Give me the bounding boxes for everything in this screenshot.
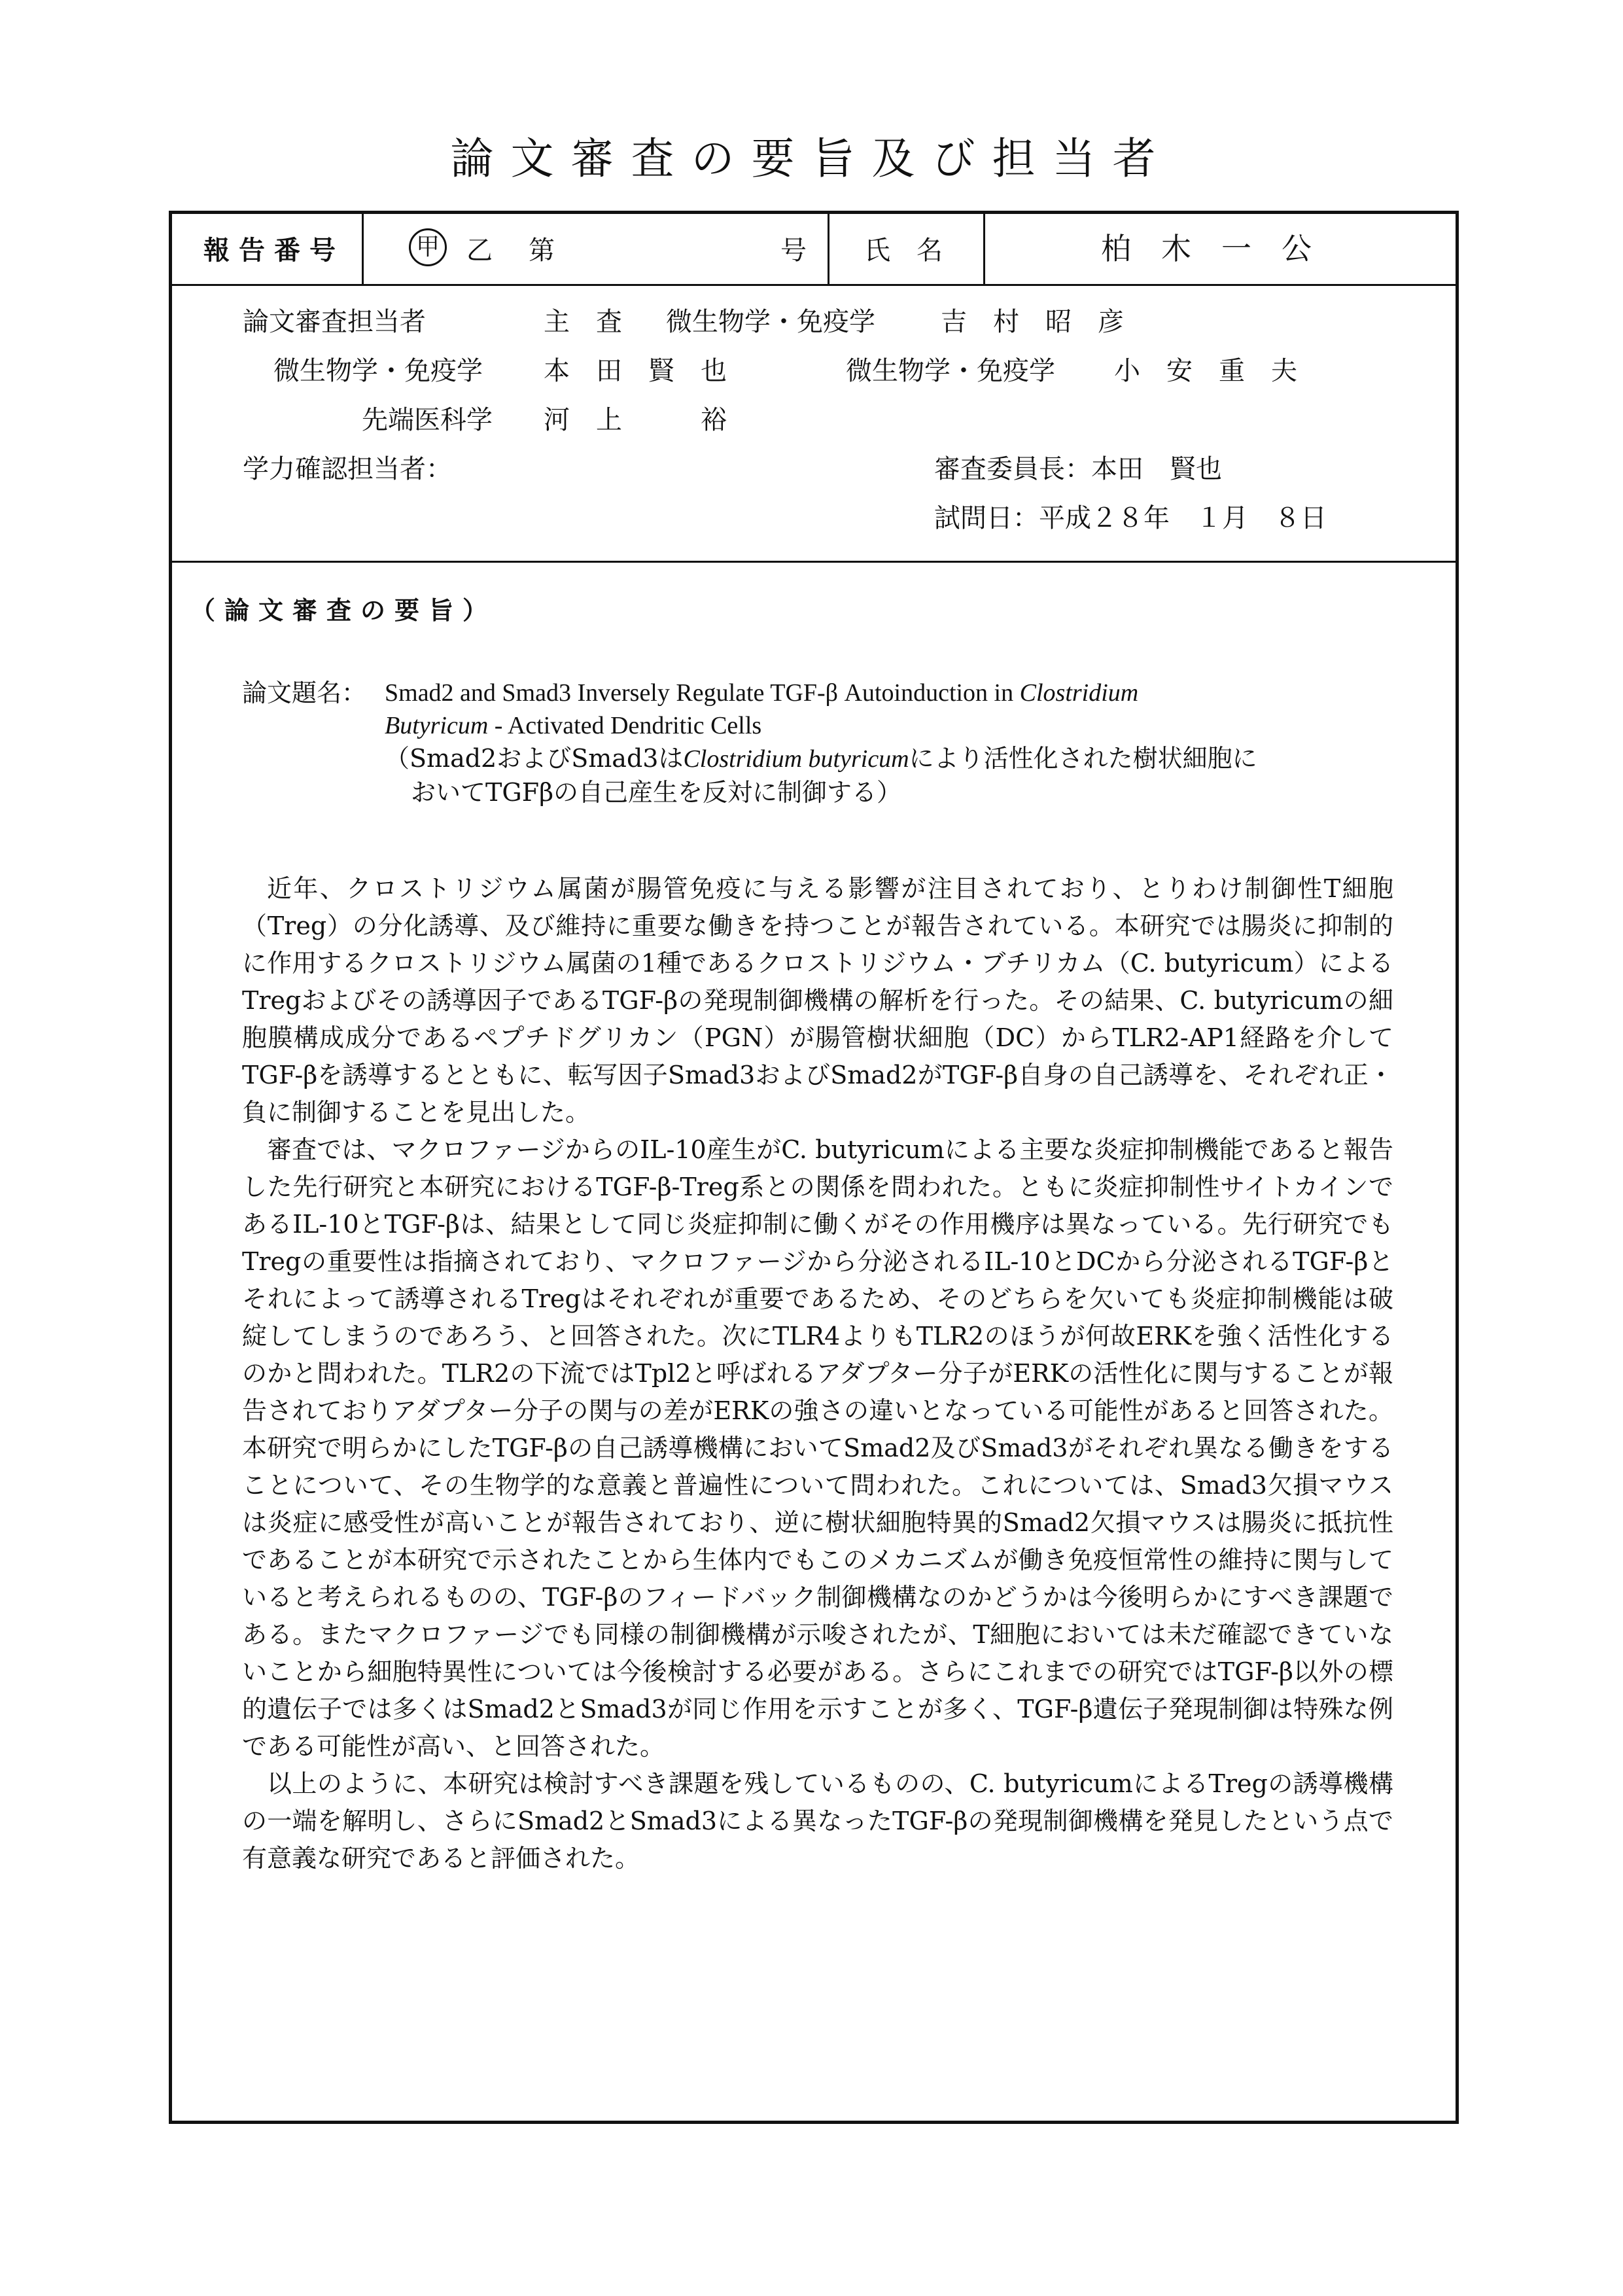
thesis-title-en-1-italic: Clostridium bbox=[1019, 679, 1139, 707]
thesis-title-jp-line1 bbox=[385, 746, 1257, 771]
col-divider bbox=[983, 214, 985, 286]
thesis-title-label: 論文題名： bbox=[242, 679, 367, 707]
dai-label: 第 bbox=[529, 236, 555, 266]
summary-heading: （論文審査の要旨） bbox=[190, 595, 497, 625]
thesis-title-en-line1 bbox=[385, 680, 1138, 705]
exam-date: 試問日：平成２８年 １月 ８日 bbox=[934, 503, 1327, 533]
gou-label: 号 bbox=[780, 236, 807, 266]
summary-body bbox=[242, 870, 1393, 1877]
member3-name: 河 上 裕 bbox=[544, 405, 727, 435]
thesis-title-en-2-italic: Butyricum bbox=[385, 712, 489, 739]
col-divider bbox=[362, 214, 364, 286]
thesis-title-en-line2 bbox=[385, 713, 761, 738]
col-divider bbox=[828, 214, 829, 286]
thesis-title-en-1: Smad2 and Smad3 Inversely Regulate TGF-β Autoinduction in bbox=[385, 679, 1020, 707]
summary-paragraph-3: 以上のように、本研究は検討すべき課題を残しているものの、C. butyricumによるTregの誘導機構の一端を解明し、さらにSmad2とSmad3による異なったTGF-βの発現制御機構を発見したという点で有意義な研究であると評価された。 bbox=[242, 1769, 1393, 1873]
thesis-title-jp-1b: により活性化された樹状細胞に bbox=[909, 744, 1257, 773]
member3-dept: 先端医科学 bbox=[362, 405, 493, 435]
candidate-name: 柏 木 一 公 bbox=[1101, 231, 1312, 266]
chief-name: 吉 村 昭 彦 bbox=[941, 307, 1124, 337]
summary-paragraph-2: 審査では、マクロファージからのIL-10産生がC. butyricumによる主要な炎症抑制機能であると報告した先行研究と本研究におけるTGF-β-Treg系との関係を問われた。ともに炎症抑制性サイトカインであるIL-10とTGF-βは、結果として同じ炎症抑制に働くがその作用機序は異なっている。先行研究でもTregの重要性は指摘されており、マクロファージから分泌されるIL-10とDCから分泌されるTGF-βとそれによって誘導されるTregはそれぞれが重要であるため、そのどちらを欠いても炎症抑制機能は破綻してしまうのであろう、と回答された。次にTLR4よりもTLR2のほうが何故ERKを強く活性化するのかと問われた。TLR2の下流ではTpl2と呼ばれるアダプター分子がERKの活性化に関与することが報告されておりアダプター分子の関与の差がERKの強さの違いとなっている可能性があると回答された。本研究で明らかにしたTGF-βの自己誘導機構においてSmad2及びSmad3がそれぞれ異なる働きをすることについて、その生物学的な意義と普遍性について問われた。これについては、Smad3欠損マウスは炎症に感受性が高いことが報告されており、逆に樹状細胞特異的Smad2欠損マウスは腸炎に抵抗性であることが本研究で示されたことから生体内でもこのメカニズムが働き免疫恒常性の維持に関与していると考えられるものの、TGF-βのフィードバック制御機構なのかどうかは今後明らかにすべき課題である。またマクロファージでも同様の制御機構が示唆されたが、T細胞においては未だ確認できていないことから細胞特異性については今後検討する必要がある。さらにこれまでの研究ではTGF-β以外の標的遺伝子では多くはSmad2とSmad3が同じ作用を示すことが多く、TGF-β遺伝子発現制御は特殊な例である可能性が高い、と回答された。 bbox=[242, 1135, 1393, 1761]
examiners-label: 論文審査担当者 bbox=[243, 307, 426, 337]
kou-circle-mark: 甲 bbox=[409, 228, 447, 266]
thesis-title-en-2: - Activated Dendritic Cells bbox=[488, 712, 762, 739]
member2-name: 小 安 重 夫 bbox=[1114, 356, 1297, 386]
header-divider bbox=[172, 284, 1456, 286]
thesis-title-jp-line2: おいてTGFβの自己産生を反対に制御する） bbox=[411, 778, 902, 807]
kou-circled bbox=[409, 228, 447, 266]
otsu-label: 乙 bbox=[466, 236, 493, 266]
section-divider bbox=[172, 561, 1456, 563]
member2-dept: 微生物学・免疫学 bbox=[846, 356, 1055, 386]
thesis-title-jp-1a: （Smad2およびSmad3は bbox=[385, 744, 684, 773]
committee-chair: 審査委員長：本田 賢也 bbox=[934, 454, 1222, 484]
member1-dept: 微生物学・免疫学 bbox=[273, 356, 483, 386]
chief-role: 主 査 bbox=[544, 307, 622, 337]
report-number-label: 報告番号 bbox=[203, 235, 345, 266]
summary-paragraph-1: 近年、クロストリジウム属菌が腸管免疫に与える影響が注目されており、とりわけ制御性T細胞（Treg）の分化誘導、及び維持に重要な働きを持つことが報告されている。本研究では腸炎に抑制的に作用するクロストリジウム属菌の1種であるクロストリジウム・ブチリカム（C. butyricum）によるTregおよびその誘導因子であるTGF-βの発現制御機構の解析を行った。その結果、C. butyricumの細胞膜構成成分であるペプチドグリカン（PGN）が腸管樹状細胞（DC）からTLR2-AP1経路を介してTGF-βを誘導するとともに、転写因子Smad3およびSmad2がTGF-β自身の自己誘導を、それぞれ正・負に制御することを見出した。 bbox=[242, 874, 1393, 1127]
ability-check-label: 学力確認担当者： bbox=[243, 454, 452, 484]
page-title: 論文審査の要旨及び担当者 bbox=[450, 133, 1173, 184]
member1-name: 本 田 賢 也 bbox=[544, 356, 727, 386]
name-label: 氏 名 bbox=[864, 236, 943, 266]
chief-dept: 微生物学・免疫学 bbox=[666, 307, 875, 337]
thesis-title-jp-1-italic: Clostridium butyricum bbox=[683, 745, 909, 773]
